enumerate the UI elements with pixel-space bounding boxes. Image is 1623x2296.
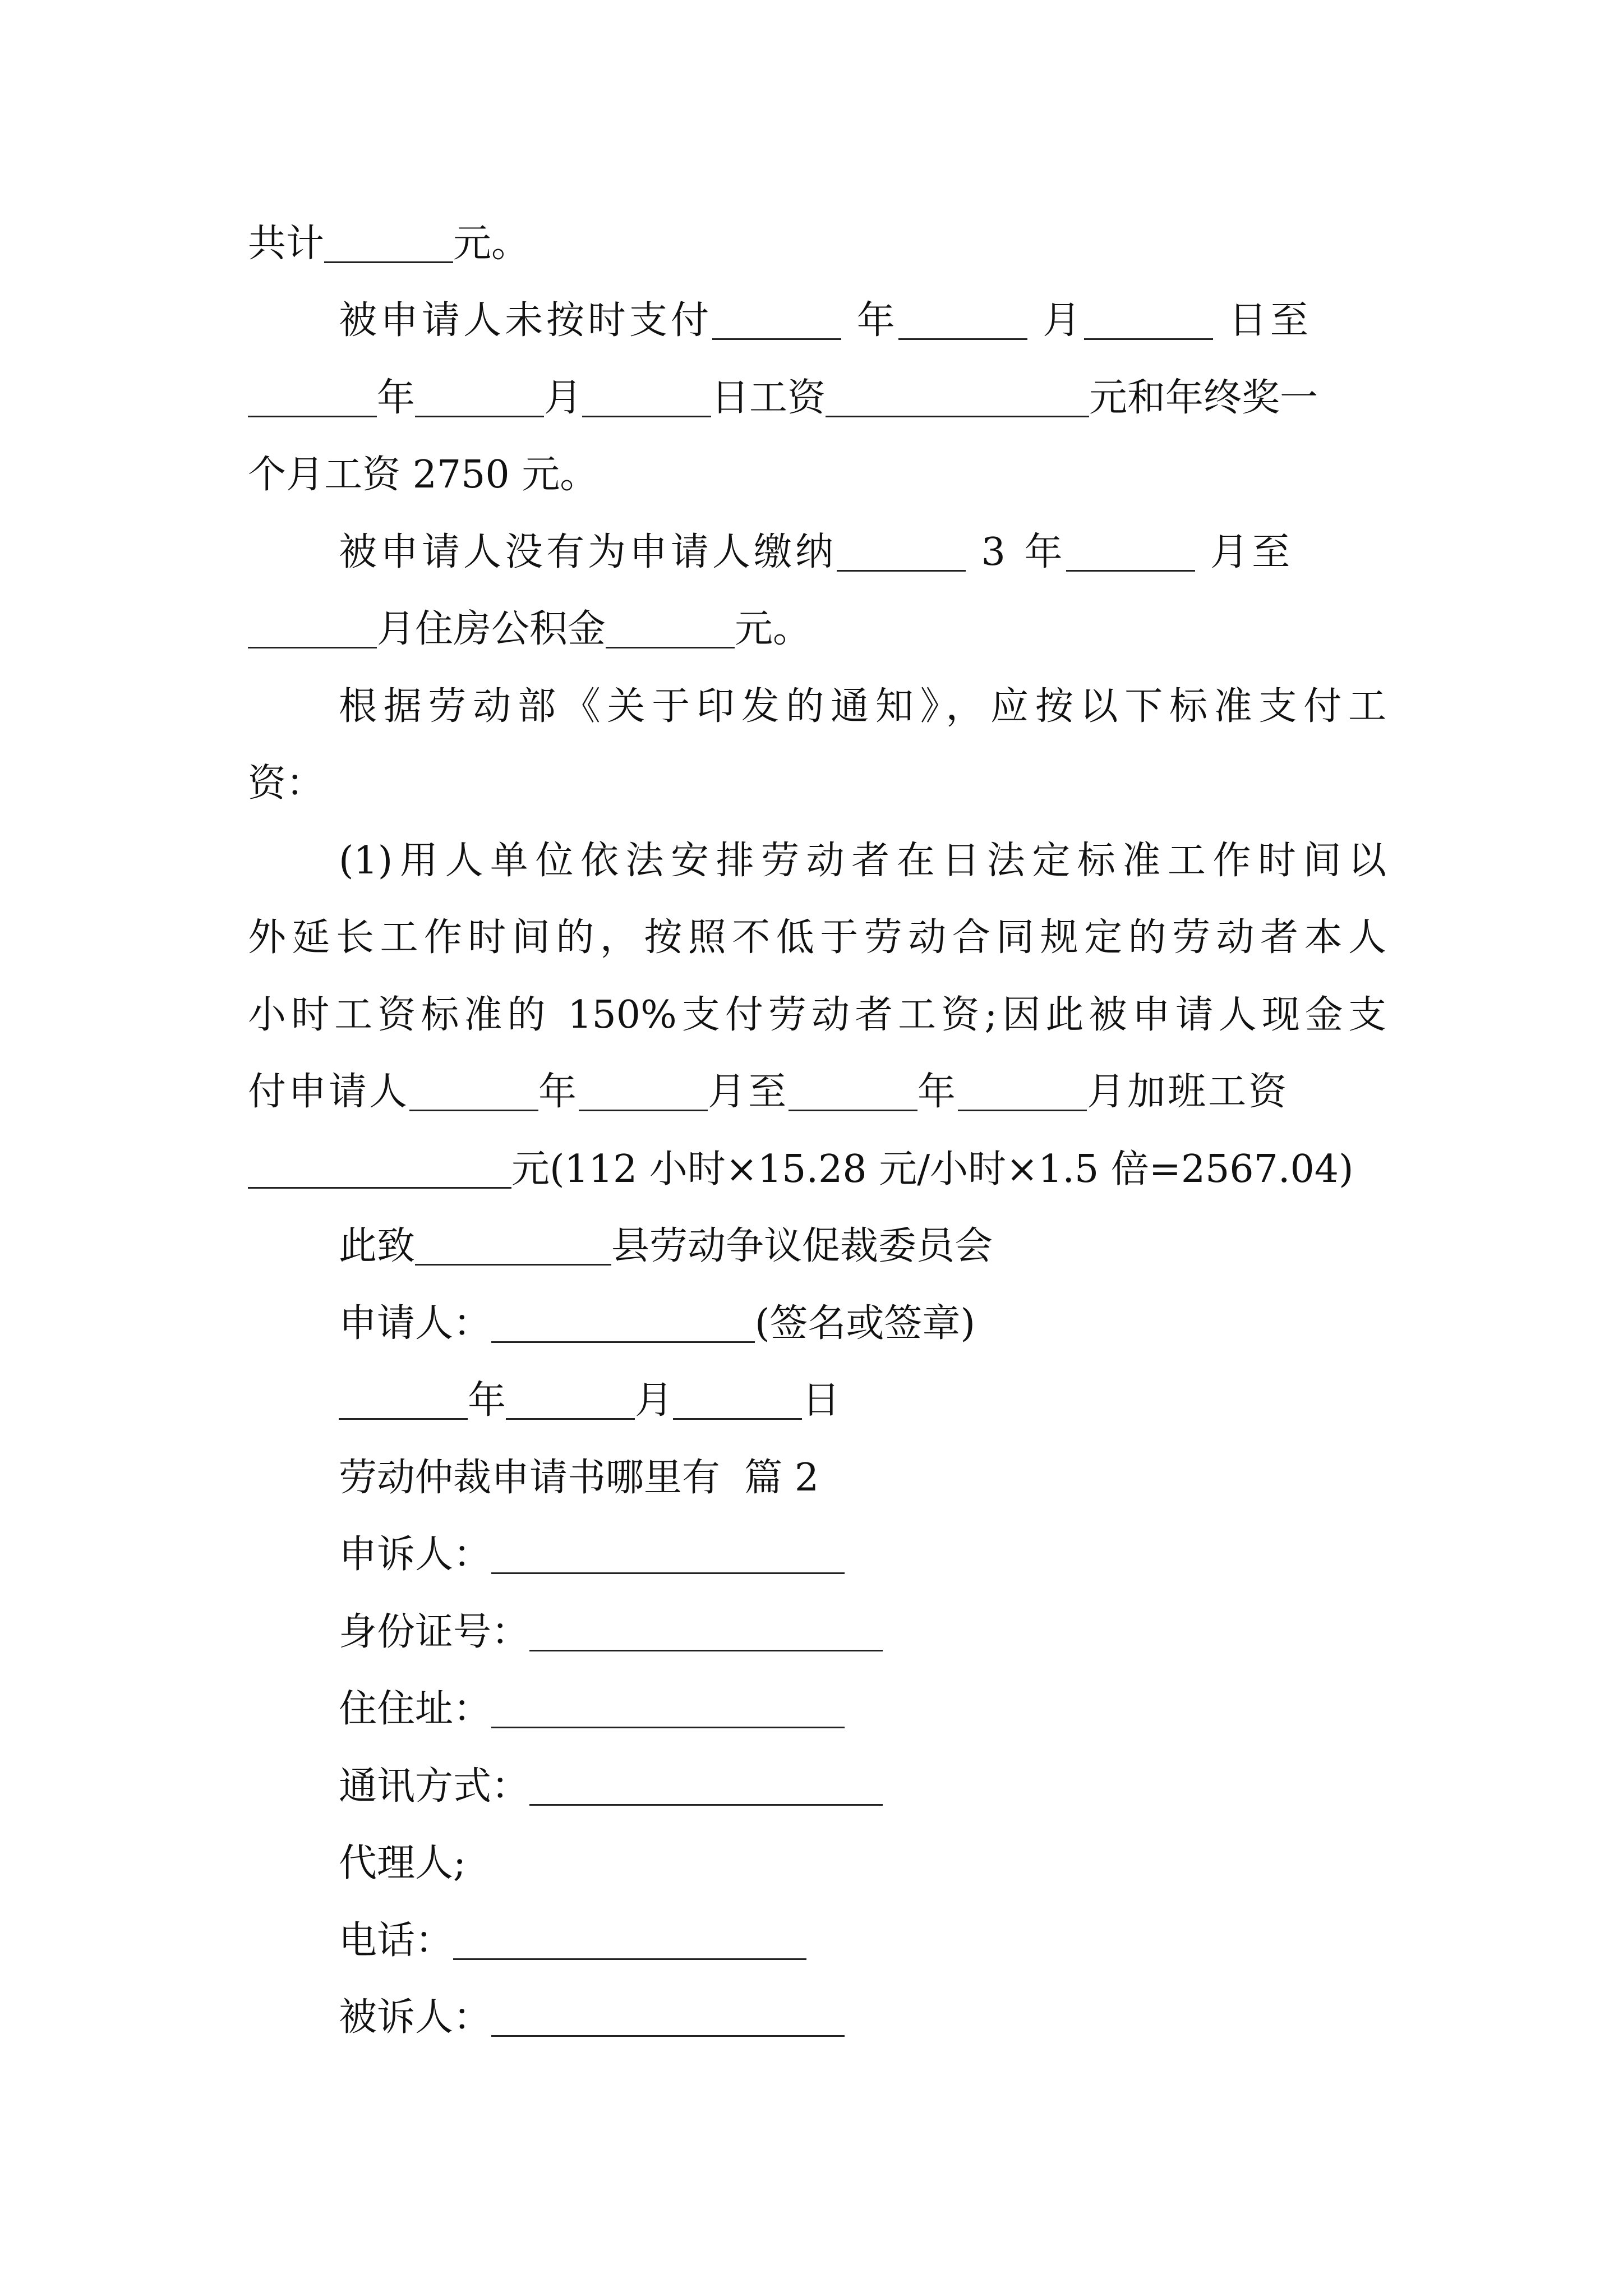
blank-field [491, 1997, 845, 2037]
text: 元(112 小时×15.28 元/小时×1.5 倍=2567.04) [511, 1147, 1354, 1191]
line-salutation [339, 1218, 1477, 1274]
blank-field [491, 1688, 845, 1728]
text: 共计 [248, 222, 325, 266]
line-total [248, 216, 1386, 272]
blank-field [673, 1380, 802, 1420]
line-calculation [248, 1142, 1386, 1198]
line-rule-1: (1)用人单位依法安排劳动者在日法定标准工作时间以 [339, 839, 1386, 883]
line-rule-3: 小时工资标准的 150%支付劳动者工资;因此被申请人现金支 [248, 993, 1386, 1037]
line-housing [339, 524, 1386, 581]
field-label: 住住址： [339, 1687, 492, 1731]
text: 元。 [735, 607, 811, 651]
text: 付申请人 [248, 1070, 410, 1114]
text: 日至 [1228, 298, 1312, 343]
blank-field [506, 1380, 635, 1420]
field-label: 申诉人： [339, 1533, 492, 1577]
text: (签名或签章) [755, 1301, 976, 1346]
text: 申请人： [339, 1301, 492, 1346]
line-bonus: 个月工资 2750 元。 [248, 453, 598, 497]
field-label: 电话： [339, 1918, 454, 1963]
field-contact [339, 1759, 1477, 1815]
blank-field [958, 1071, 1087, 1111]
blank-field [409, 1071, 538, 1111]
field-agent [339, 1835, 1477, 1892]
line-date [339, 1373, 1477, 1429]
text: 县劳动争议促裁委员会 [611, 1224, 993, 1268]
text: 月 [544, 376, 583, 420]
line-applicant [339, 1296, 1477, 1352]
blank-field [1066, 532, 1195, 572]
text: 月 [635, 1378, 674, 1423]
blank-field [339, 1380, 468, 1420]
field-address [339, 1681, 1477, 1737]
text: 此致 [339, 1224, 416, 1268]
text: 被申请人未按时支付 [339, 298, 713, 343]
blank-field [826, 378, 1089, 417]
section-title: 劳动仲裁申请书哪里有 篇 2 [339, 1456, 819, 1500]
blank-field [248, 609, 377, 648]
text: 年 [856, 298, 898, 343]
blank-field [898, 300, 1027, 340]
text: 元。 [453, 222, 530, 266]
text: 被申请人没有为申请人缴纳 [339, 530, 837, 574]
blank-field [606, 609, 735, 648]
text: 日工资 [711, 376, 826, 420]
field-label: 身份证号： [339, 1610, 530, 1654]
line-rule-2: 外延长工作时间的，按照不低于劳动合同规定的劳动者本人 [248, 915, 1386, 960]
blank-field [1084, 300, 1213, 340]
text: 月至 [708, 1070, 789, 1114]
blank-field [582, 378, 711, 417]
field-respondent [339, 1990, 1477, 2046]
line-overtime [248, 1064, 1386, 1120]
text: 年 [377, 376, 416, 420]
text: 年 [917, 1070, 958, 1114]
blank-field [453, 1920, 806, 1960]
field-complainant [339, 1527, 1477, 1583]
text: 元和年终奖一 [1089, 376, 1318, 420]
blank-field [491, 1303, 755, 1343]
text: 年 [468, 1378, 506, 1423]
blank-field [837, 532, 966, 572]
line-wages: 资： [248, 761, 325, 806]
line-housing-fund [248, 601, 1386, 657]
text: 月加班工资 [1087, 1070, 1289, 1114]
text: 3 年 [981, 530, 1066, 574]
blank-field [579, 1071, 708, 1111]
field-label: 代理人; [339, 1841, 466, 1885]
blank-field [415, 378, 544, 417]
field-id-number [339, 1604, 1477, 1660]
blank-field [415, 1226, 611, 1266]
line-unpaid [339, 293, 1386, 349]
text: 月住房公积金 [377, 607, 606, 651]
blank-field [529, 1766, 883, 1806]
blank-field [324, 223, 453, 263]
blank-field [491, 1534, 845, 1574]
line-standard: 根据劳动部《关于印发的通知》，应按以下标准支付工 [339, 684, 1386, 729]
field-label: 通讯方式： [339, 1764, 530, 1809]
blank-field [529, 1612, 883, 1651]
text: 月至 [1210, 530, 1294, 574]
line-salary [248, 370, 1386, 426]
blank-field [789, 1071, 917, 1111]
text: 年 [538, 1070, 579, 1114]
field-phone [339, 1913, 1477, 1969]
blank-field [712, 300, 841, 340]
field-label: 被诉人： [339, 1995, 492, 2040]
blank-field [248, 378, 377, 417]
text: 月 [1043, 298, 1085, 343]
blank-field [248, 1149, 511, 1189]
text: 日 [802, 1378, 841, 1423]
